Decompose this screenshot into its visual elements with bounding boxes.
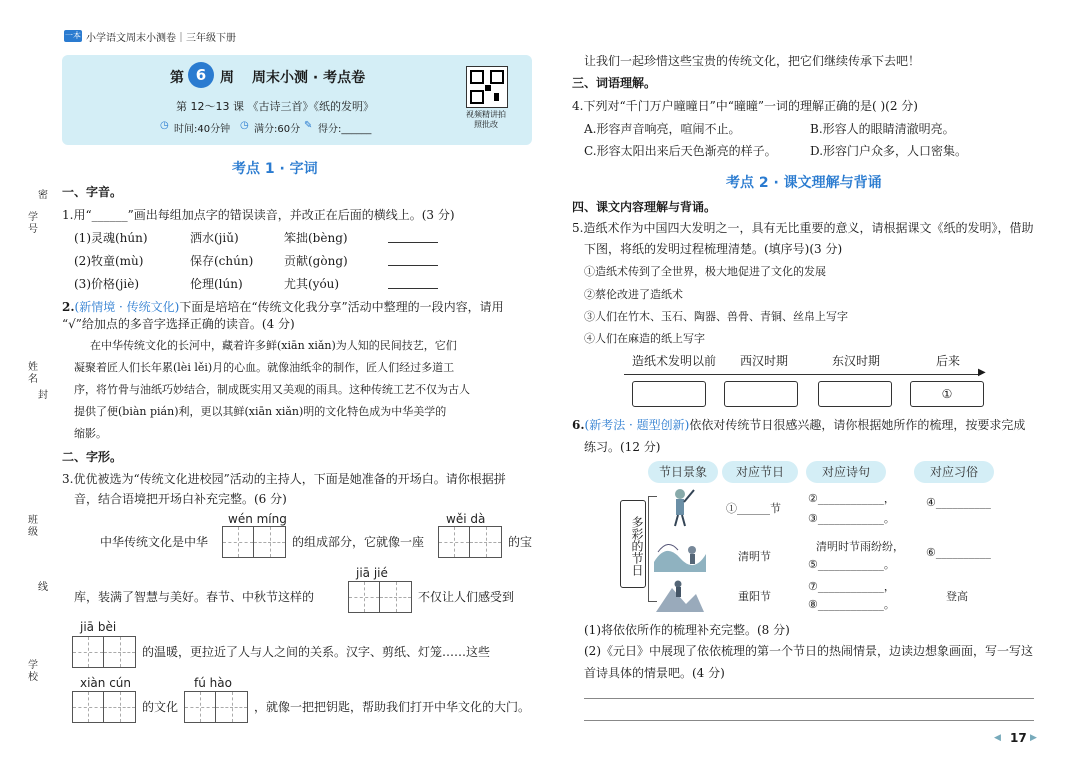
q3-line4-b: ，就像一把把钥匙，帮助我们打开中华文化的大门。 xyxy=(254,700,531,714)
char-grid-wenming[interactable] xyxy=(222,526,286,558)
q3-line1-a: 中华传统文化是中华 xyxy=(100,535,209,549)
q6-stem-2: 练习。(12 分) xyxy=(584,440,661,454)
q6-r2-festival: 清明节 xyxy=(738,550,771,563)
full-score: 满分:60分 xyxy=(254,124,301,135)
seal-mark-1: 密 xyxy=(38,190,48,201)
q6-r3-poem-b[interactable]: ⑧____________。 xyxy=(808,598,895,611)
q6-r1-custom[interactable]: ④__________ xyxy=(926,496,991,509)
q2-number: 2. xyxy=(62,300,75,314)
q5-stem: 5.造纸术作为中国四大发明之一，具有无比重要的意义，请根据课文《纸的发明》，借助 xyxy=(572,221,1034,235)
qingming-illustration xyxy=(654,532,706,572)
q1-stem: 1.用“______”画出每组加点字的错误读音，并改正在后面的横线上。(3 分) xyxy=(62,208,455,222)
q4-stem: 4.下列对“千门万户曈曈日”中“曈曈”一词的理解正确的是( )(2 分) xyxy=(572,99,918,113)
seal-mark-2: 封 xyxy=(38,390,48,401)
q6-r3-custom: 登高 xyxy=(946,590,968,603)
q6-r2-poem-a: 清明时节雨纷纷， xyxy=(816,540,904,553)
section-1-title: 一、字音。 xyxy=(62,185,123,199)
q3-line1-b: 的组成部分，它就像一座 xyxy=(292,535,425,549)
timeline-box-4[interactable]: ① xyxy=(910,381,984,407)
q6-head-custom: 对应习俗 xyxy=(914,461,994,483)
timeline-label-1: 造纸术发明以前 xyxy=(632,354,717,368)
q6-r3-festival: 重阳节 xyxy=(738,590,771,603)
q6-r1-festival[interactable]: ①______节 xyxy=(726,502,781,515)
next-page-icon: ▶ xyxy=(1030,733,1037,743)
char-grid-xiancun[interactable] xyxy=(72,691,136,723)
q1-row1-c: 笨拙(bèng) xyxy=(284,231,348,245)
q6-stem: 依依对传统节日很感兴趣，请你根据她所作的梳理，按要求完成 xyxy=(689,418,1026,432)
section-3-title: 三、词语理解。 xyxy=(572,76,657,90)
char-grid-weida[interactable] xyxy=(438,526,502,558)
q3-line3: 的温暖，更拉近了人与人之间的关系。汉字、剪纸、灯笼……这些 xyxy=(142,645,491,659)
q2-passage-4: 提供了便(biàn pián)利，更以其鲜(xiān xiǎn)明的文化特色成为中华美学的 xyxy=(74,405,447,418)
q1-row2-a: (2)牧童(mù) xyxy=(74,254,144,268)
q1-row3-c: 尤其(yóu) xyxy=(284,277,340,291)
test-title: 周末小测 · 考点卷 xyxy=(252,70,366,86)
q6-side-label: 多彩的节日 xyxy=(620,500,646,588)
pinyin-xiancun: xiàn cún xyxy=(80,676,132,690)
side-school: 学校 xyxy=(28,660,38,683)
firecracker-illustration xyxy=(660,484,700,528)
q3-stem-2: 音，结合语境把开场白补充完整。(6 分) xyxy=(74,492,287,506)
q1-row1-a: (1)灵魂(hún) xyxy=(74,231,148,245)
q2-stem: 下面是培培在“传统文化我分享”活动中整理的一段内容，请用 xyxy=(179,300,504,314)
answer-line-2[interactable] xyxy=(584,720,1034,721)
q6-tag: (新考法 · 题型创新) xyxy=(584,418,690,432)
side-name: 姓名 xyxy=(28,362,38,385)
q1-row3-a: (3)价格(jiè) xyxy=(74,277,140,291)
series-title: 小学语文周末小测卷｜三年级下册 xyxy=(86,33,236,44)
q6-r2-custom[interactable]: ⑥__________ xyxy=(926,546,991,559)
timeline-label-4: 后来 xyxy=(936,354,961,368)
q1-answer-2[interactable] xyxy=(388,265,438,266)
q1-row2-b: 保存(chún) xyxy=(190,254,254,268)
side-class: 班级 xyxy=(28,515,38,538)
week-number: 6 xyxy=(188,62,214,88)
q5-item-2: ②蔡伦改进了造纸术 xyxy=(584,288,683,301)
got-score: 得分:______ xyxy=(318,124,372,135)
chongyang-illustration xyxy=(656,576,704,612)
seal-mark-3: 线 xyxy=(38,582,48,593)
q6-r1-poem-a[interactable]: ②____________， xyxy=(808,492,895,505)
pen-icon: ✎ xyxy=(304,120,313,131)
q6-sub-2: (2)《元日》中展现了依依梳理的第一个节日的热闹情景，边读边想象画面，写一写这 xyxy=(584,644,1034,658)
q1-answer-1[interactable] xyxy=(388,242,438,243)
pinyin-wenming: wén míng xyxy=(228,512,287,526)
qr-caption: 视频精讲拍照批改 xyxy=(466,110,506,129)
char-grid-fuhao[interactable] xyxy=(184,691,248,723)
q2-stem-2: “√”给加点的多音字选择正确的读音。(4 分) xyxy=(62,317,295,331)
pinyin-weida: wěi dà xyxy=(446,512,486,526)
q4-option-c[interactable]: C.形容太阳出来后天色渐亮的样子。 xyxy=(584,144,777,158)
timeline-box-3[interactable] xyxy=(818,381,892,407)
q5-item-3: ③人们在竹木、玉石、陶器、兽骨、青铜、丝帛上写字 xyxy=(584,310,848,323)
char-grid-jiajie[interactable] xyxy=(348,581,412,613)
q2-passage-2: 凝聚着匠人们长年累(lèi lěi)月的心血。就像油纸伞的制作，匠人们经过多道工 xyxy=(74,361,455,374)
char-grid-jiabei[interactable] xyxy=(72,636,136,668)
section-kaodian-2: 考点 2 · 课文理解与背诵 xyxy=(726,175,882,191)
pinyin-jiabei: jiā bèi xyxy=(80,620,117,634)
qr-code-icon[interactable] xyxy=(466,66,508,108)
q1-row1-b: 洒水(jiǔ) xyxy=(190,231,239,245)
q6-sub-2b: 首诗具体的情景吧。(4 分) xyxy=(584,666,725,680)
q6-head-poem: 对应诗句 xyxy=(806,461,886,483)
q1-answer-3[interactable] xyxy=(388,288,438,289)
q5-item-1: ①造纸术传到了全世界，极大地促进了文化的发展 xyxy=(584,265,826,278)
brand-badge: 一本 xyxy=(65,31,81,40)
q3-line1-c: 的宝 xyxy=(508,535,533,549)
timeline-label-2: 西汉时期 xyxy=(740,354,789,368)
pinyin-fuhao: fú hào xyxy=(194,676,232,690)
q1-row3-b: 伦理(lún) xyxy=(190,277,243,291)
q6-number: 6. xyxy=(572,418,585,432)
q6-r1-poem-b[interactable]: ③____________。 xyxy=(808,512,895,525)
timeline-label-3: 东汉时期 xyxy=(832,354,881,368)
q6-head-festival: 对应节日 xyxy=(722,461,798,483)
q3-stem: 3.优优被选为“传统文化进校园”活动的主持人，下面是她准备的开场白。请你根据拼 xyxy=(62,472,506,486)
q6-r2-poem-b[interactable]: ⑤____________。 xyxy=(808,558,895,571)
week-suffix: 周 xyxy=(220,70,234,86)
timeline-box-2[interactable] xyxy=(724,381,798,407)
q6-sub-1: (1)将依依所作的梳理补充完整。(8 分) xyxy=(584,623,790,637)
q1-row2-c: 贡献(gòng) xyxy=(284,254,348,268)
timeline-arrow-line xyxy=(624,374,980,375)
time-limit: 时间:40分钟 xyxy=(174,124,231,135)
q2-tag: (新情境 · 传统文化) xyxy=(74,300,180,314)
side-student-id: 学号 xyxy=(28,212,38,235)
q2-passage-5: 缩影。 xyxy=(74,427,107,440)
prev-page-icon: ◀ xyxy=(994,733,1001,743)
section-2-title: 二、字形。 xyxy=(62,450,123,464)
pinyin-jiajie: jiā jié xyxy=(356,566,388,580)
week-prefix: 第 xyxy=(170,70,184,86)
q3-line4-a: 的文化 xyxy=(142,700,179,714)
page-number: 17 xyxy=(1010,731,1027,745)
clock-icon: ◷ xyxy=(160,120,169,131)
q4-option-b[interactable]: B.形容人的眼睛清澈明亮。 xyxy=(810,122,955,136)
q2-passage-1: 在中华传统文化的长河中，藏着许多鲜(xiān xiǎn)为人知的民间技艺，它们 xyxy=(90,339,457,352)
answer-line-1[interactable] xyxy=(584,698,1034,699)
q2-passage-3: 序，将竹骨与油纸巧妙结合，制成既实用又美观的雨具。这种传统工艺不仅为古人 xyxy=(74,383,470,396)
q6-r3-poem-a[interactable]: ⑦____________， xyxy=(808,580,895,593)
lesson-subtitle: 第 12～13 课 《古诗三首》《纸的发明》 xyxy=(176,100,374,113)
q3-closing: 让我们一起珍惜这些宝贵的传统文化，把它们继续传承下去吧！ xyxy=(584,54,921,68)
q5-item-4: ④人们在麻造的纸上写字 xyxy=(584,332,705,345)
q4-option-a[interactable]: A.形容声音响亮，喧闹不止。 xyxy=(584,122,741,136)
section-kaodian-1: 考点 1 · 字词 xyxy=(232,161,318,177)
q6-head-scene: 节日景象 xyxy=(648,461,718,483)
q3-line2-a: 库，装满了智慧与美好。春节、中秋节这样的 xyxy=(74,590,315,604)
timeline-arrow-icon: ▶ xyxy=(978,367,986,378)
q3-line2-b: 不仅让人们感受到 xyxy=(418,590,515,604)
q5-stem-2: 下图，将纸的发明过程梳理清楚。(填序号)(3 分) xyxy=(584,242,843,256)
q4-option-d[interactable]: D.形容门户众多，人口密集。 xyxy=(810,144,968,158)
timeline-box-1[interactable] xyxy=(632,381,706,407)
section-4-title: 四、课文内容理解与背诵。 xyxy=(572,200,717,214)
score-icon: ◷ xyxy=(240,120,249,131)
